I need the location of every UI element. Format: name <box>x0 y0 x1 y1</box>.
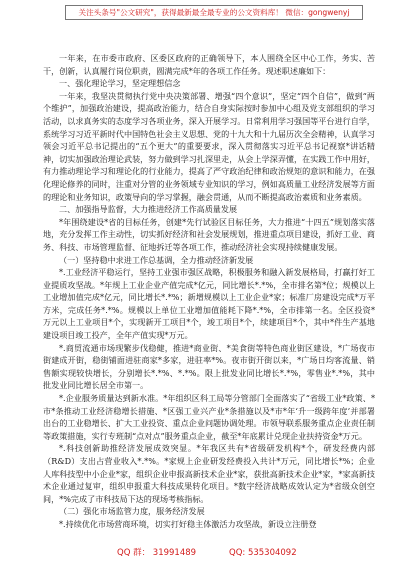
section-heading-1: 一、强化理论学习，坚定理想信念 <box>59 78 181 89</box>
paragraph-tech-innovation: *.科技创新助推经济发展成效突显。*年我区共有*省级研发机构*个，研发经费内部（R&D）支出占营业收入*.*%。*家规上企业研发经费投入共计*万元，同比增长*%；企业人库科技型中小企业*家，组织企业申报高新技术企业*家，获批高新技术企业*家，*家高新技术企业通过复审，组织申报重大科技成果转化项目。*数字经济战略成效认定为*省级众创空间，*%完成了市科技局下达的现场考核指标。 <box>43 443 375 504</box>
paragraph-industrial-economy: *.工业经济平稳运行，坚持工业强市强区战略，积极服务和融入新发展格局，打赢打好工业提质攻坚战。*年规上工业企业产值完成*亿元，同比增长*.*%，全市排名第*位；规模以上工业增加值完成*亿元，同比增长*.*%；新增规模以上工业企业*家；标准厂房建设完成*万平方米，完成任务*.*%。规模以上单位工业增加值能耗下降*.*%，全市排第一名。全区投资*万元以上工业项目*个，实现新开工项目*个，竣工项目*个，续建项目*个，其中*件生产基地建设项目竣工投产，全年产值实现*万元。 <box>43 267 375 341</box>
footer-contact <box>0 545 408 561</box>
subsection-heading-1: （一）坚持稳中求进工作总基调，全力推动经济新发展 <box>59 254 254 265</box>
qq-number-text: QQ: 535304092 <box>229 548 297 558</box>
paragraph-business-environment: *.持续优化市场营商环境，切实打好稳主体激活力攻坚战，新设立注册登 <box>59 518 317 529</box>
paragraph-intro: 一年来，在市委市政府、区委区政府的正确领导下，本人围绕全区中心工作，务实、苦干，创新，认真履行岗位职责，圆满完成*年的各项工作任务。现述职述廉如下： <box>43 53 375 76</box>
subsection-heading-2: （二）强化市场监管力度，服务经济发展 <box>59 506 205 517</box>
document-body <box>43 52 375 531</box>
paragraph-enterprise-service: *.企业服务质量达到新水准。*年组织区科工局等分管部门全面落实了“省级工业*政策、*市*条推动工业经济稳增长措施、*区强工业兴产业*条措施以及*市*年‘升一级跨年度’并部署出台的工业稳增长、扩大工业投资、重点企业问题协调处理。市领导联系服务重点企业责任制等政策措施，实行专班制“点对点”服务重点企业，截至*年底累计兑现企业扶持资金*万元。 <box>43 393 375 441</box>
promo-banner: 关注头条号"公文研究"，获得最新最全最专业的公文资料库！ 微信：gongwenyj <box>65 5 363 20</box>
paragraph-commerce: *.商贸流通市场现繁步伐稳健，推进*商业街、*美食街等特色商业街区建设，*广场夜市街建成开街，稳街铺面进驻商家*多家，进驻率*%。夜市街开街以来，*广场日均客流量、销售额实现较快增长，分别增长*.*%、*.*%。限上批发业同比增长*.*%，零售业*.*%，其中批发业同比增长居全市第一。 <box>43 342 375 391</box>
qq-group-text: QQ 群： 31991489 <box>117 548 197 558</box>
section-heading-2: 二、加强指导监督，大力推进经济工作高质量发展 <box>59 204 238 215</box>
paragraph-economy-overview: *年围绕建设*省的目标任务，创建*先行试验区目标任务，大力推进“十四五”规划落实落地，充分发挥工作主动性，切实抓好经济和社会发展规划，推进重点项目建设，抓好工业、商务、科技、市场管理监督、征地拆迁等各项工作，推动经济社会实现持续健康发展。 <box>43 216 375 252</box>
paragraph-theory-study: 一年来，我坚决贯彻执行党中央决策部署、增强“四个意识”，坚定“四个自信”，做到“两个维护”，加强政治建设，提高政治能力，结合自身实际按时参加中心组及党支部组织的学习活动，以求真务实的态度学习各项业务，深入开展学习。日常利用学习强国等平台进行自学，系统学习习近平新时代中国特色社会主义思想、党的十九大和十九届历次全会精神，认真学习领会习近平总书记提出的“五个更大”的重要要求，深入贯彻落实习近平总书记视察*讲话精神，切实加强政治理论武装，努力做到学习扎深里走，从会上学深弄懂，在实践工作中用好，有力推动理论学习和理论化的行业能力，提高了严守政治纪律和政治规矩的意识和能力，在强化理论修养的同时，注重对分管的业务领域专业知识的学习，例如高质量工业经济发展等方面的理论和业务知识，政策导向的学习掌握，融会贯通，从而不断提高政治素质和业务素质。 <box>43 90 375 202</box>
